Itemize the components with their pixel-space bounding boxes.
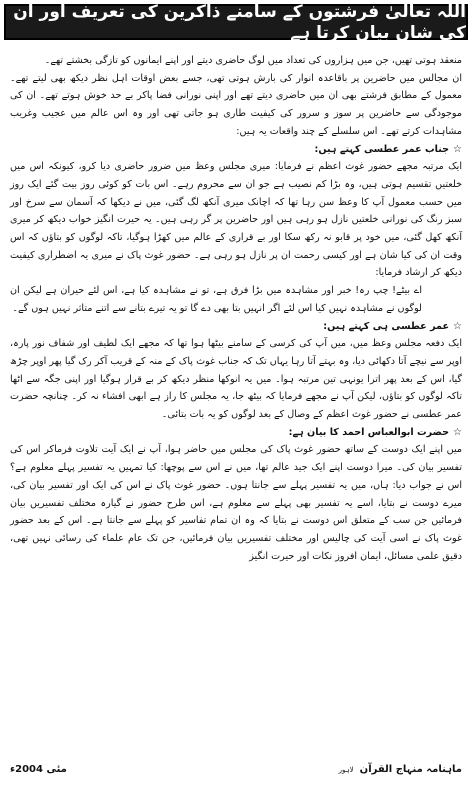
paragraph-robes: ایک مرتبہ مجھے حضور غوث اعظم نے فرمایا: میری مجلس وعظ میں ضرور حاضری دیا کرو، کیونکہ اس میں خلعتیں تقسیم ہوتی ہیں، وہ بڑا کم نصیب ہے جو ان سے محروم رہے۔ اس بات کو کوئی روز بیت گئے ایک روز میں حسب معمول آپ کا وعظ سن رہا تھا کہ اچانک میری آنکھ لگ گئی، میں نے دیکھا کہ آسمان سے سرخ اور سبز رنگ کی نورانی خلعتیں نازل ہو رہی ہیں اور حاضرین پر گر رہی ہیں۔ یہ حیرت انگیز خواب دیکھ کر میری آنکھ کھل گئی، میں خود پر قابو نہ رکھ سکا اور بے قراری کے عالم میں کھڑا ہوگیا، تاکہ لوگوں کو بتاؤں کہ اس وقت ان کی کیا شان ہے اور کیسی رحمت ان پر نازل ہو رہی ہے۔ حضور غوث پاک نے میری یہ اضطراری کیفیت دیکھ کر ارشاد فرمایا: — [10, 161, 462, 279]
heading-abul-abbas — [10, 424, 462, 442]
heading-text: عمر عطسی ہی کہتے ہیں: — [323, 320, 450, 332]
magazine-name — [339, 764, 462, 775]
magazine-title: ماہنامہ منہاج القرآن — [359, 763, 462, 775]
star-icon: ☆ — [453, 143, 462, 155]
issue-date: مئی 2004ء — [10, 763, 67, 775]
paragraph-quote: اے بیٹے! چپ رہ! خبر اور مشاہدہ میں بڑا فرق ہے، تو نے مشاہدہ کیا ہے، اس لئے حیران ہے لیکن ان لوگوں نے مشاہدہ نہیں کیا اس لئے اگر انہیں بتا بھی دے گا تو یہ تیرے بتانے سے اتنے متاثر نہیں ہوں گے۔ — [10, 285, 422, 314]
heading-text: جناب عمر عطسی کہتے ہیں: — [314, 143, 450, 155]
paragraph-tafsir: میں اپنے ایک دوست کے ساتھ حضور غوث پاک کی مجلس میں حاضر ہوا، آپ نے ایک آیت تلاوت فرماکر اس کی تفسیر بیان کی۔ میرا دوست اپنے ایک جید عالم تھا، میں نے اس سے پوچھا: کیا تمہیں یہ تفسیر پہلے معلوم ہے؟ اس نے جواب دیا: ہاں، میں یہ تفسیر پہلے سے جانتا ہوں۔ حضور غوث پاک نے اس کی ایک اور تفسیر بیان کی، میرے دوست نے بتایا، اسے یہ تفسیر بھی پہلے سے معلوم ہے، اس طرح حضور نے گیارہ مختلف تفسیریں بیان فرمائیں جن سب کے متعلق اس دوست نے بتایا کہ وہ ان تمام تفاسیر کو پہلے سے جانتا ہے۔ اس کے بعد حضور غوث پاک نے اسی آیت کی چالیس اور مختلف تفسیریں بیان فرمائیں، جن تک عام علماء کی رسائی نہیں تھی، دقیق علمی مسائل، ایمان افروز نکات اور حیرت انگیز — [10, 444, 462, 562]
page-footer — [10, 760, 462, 778]
article-title: اللہ تعالیٰ فرشتوں کے سامنے ذاکرین کی تعریف اور ان کی شان بیان کرتا ہے — [13, 2, 466, 43]
heading-text: حضرت ابوالعباس احمد کا بیان ہے: — [288, 426, 450, 438]
paragraph-intro: منعقد ہوتی تھیں، جن میں ہزاروں کی تعداد میں لوگ حاضری دیتے اور اپنے ایمانوں کو تازگی بخشتے تھے۔ — [44, 55, 462, 66]
article-body — [10, 52, 462, 565]
heading-umar-1 — [10, 141, 462, 159]
star-icon: ☆ — [453, 426, 462, 438]
magazine-city: لاہور — [338, 765, 354, 774]
star-icon: ☆ — [453, 320, 462, 332]
paragraph-angels: ان مجالس میں حاضرین پر باقاعدہ انوار کی بارش ہوتی تھی، جسے بعض اوقات اہل نظر دیکھ بھی لیتے تھے۔ معمول کے مطابق فرشتے بھی ان میں حاضری دیتے تھے اور اپنی نورانی فضا پاکر بے حد خوش ہوتے تھے۔ ان کی موجودگی سے حاضرین پر سوز و سرور کی کیفیت طاری ہو جاتی تھی اور وہ اس عالم میں عجیب وغریب مشاہدات کرتے تھے۔ اس سلسلے کے چند واقعات یہ ہیں: — [10, 72, 462, 137]
article-title-banner — [4, 2, 468, 43]
heading-umar-2 — [10, 318, 462, 336]
paragraph-light: ایک دفعہ مجلس وعظ میں، میں آپ کی کرسی کے سامنے بیٹھا ہوا تھا کہ مجھے ایک لطیف اور شفاف نور پارہ، اوپر سے نیچے آتا دکھائی دیا، وہ بہتے آتا رہا یہاں تک کہ جناب غوث پاک کے منہ کے قریب آکر رک گیا پھر اوپر چڑھ گیا، اس کے بعد پھر اترا یونہی تین مرتبہ ہوا۔ میں یہ انوکھا منظر دیکھ کر بے قرار ہوگیا اور اپنی جگہ سے اٹھا تاکہ لوگوں کو بتاؤں، لیکن آپ نے مجھے فرمایا کہ بیٹھ جا، یہ مجلس کا راز ہے ابھی افشاء نہ کر۔ چنانچہ حضرت عمر عطسی نے حضور غوث اعظم کے وصال کے بعد لوگوں کو یہ بات بتائی۔ — [10, 338, 462, 421]
